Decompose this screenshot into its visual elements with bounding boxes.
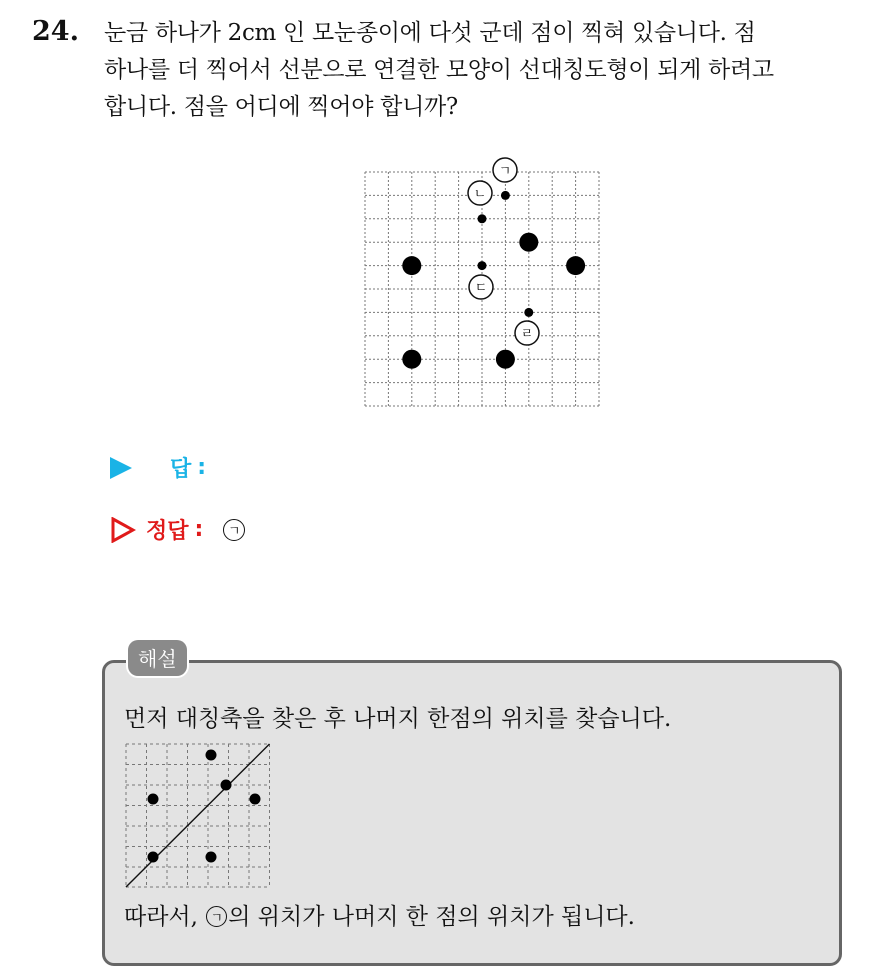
large-dot (566, 256, 585, 275)
answer-row (110, 452, 206, 483)
label-nieun-text: ㄴ (473, 187, 487, 202)
correct-answer-value: ㄱ (223, 519, 245, 541)
solution-dot (206, 750, 217, 761)
solution-figure (120, 740, 276, 890)
answer-label: 답 (170, 457, 192, 482)
solution-dot (148, 794, 159, 805)
filled-triangle-icon (110, 457, 132, 479)
label-nieun (468, 181, 492, 205)
correct-answer-label: 정답 (146, 519, 189, 544)
solution-tag: 해설 (128, 640, 187, 676)
label-digeut (469, 275, 493, 299)
large-dot (496, 350, 515, 369)
small-dot (524, 308, 533, 317)
large-dot (402, 256, 421, 275)
large-dot (519, 233, 538, 252)
correct-answer-row (110, 514, 245, 545)
label-digeut-text: ㄷ (474, 281, 488, 296)
solution-dot (148, 852, 159, 863)
solution-line-1: 먼저 대칭축을 찾은 후 나머지 한점의 위치를 찾습니다. (124, 706, 672, 732)
outline-triangle-icon (110, 517, 136, 543)
answer-colon: : (197, 455, 207, 480)
solution-circled-label: ㄱ (206, 906, 227, 927)
label-rieul-text: ㄹ (520, 327, 534, 342)
label-giyeok-text: ㄱ (498, 164, 512, 179)
solution-line-2-prefix: 따라서, (124, 904, 206, 930)
solution-dot (250, 794, 261, 805)
small-dot (501, 191, 510, 200)
solution-line-2-suffix: 의 위치가 나머지 한 점의 위치가 됩니다. (228, 904, 635, 930)
solution-line-2 (124, 898, 635, 931)
label-giyeok (493, 158, 517, 182)
question-line: 합니다. 점을 어디에 찍어야 합니까? (104, 94, 458, 120)
solution-dot (221, 780, 232, 791)
question-line: 하나를 더 찍어서 선분으로 연결한 모양이 선대칭도형이 되게 하려고 (104, 57, 774, 83)
small-dot (478, 261, 487, 270)
question-text (104, 15, 864, 126)
symmetry-axis (126, 744, 270, 887)
grid-figure (350, 150, 610, 412)
large-dot (402, 350, 421, 369)
correct-answer-colon: : (194, 517, 204, 542)
solution-dot (206, 852, 217, 863)
question-line: 눈금 하나가 2cm 인 모눈종이에 다섯 군데 점이 찍혀 있습니다. 점 (104, 20, 756, 46)
question-number: 24. (32, 16, 79, 47)
small-dot (478, 214, 487, 223)
label-rieul (515, 321, 539, 345)
